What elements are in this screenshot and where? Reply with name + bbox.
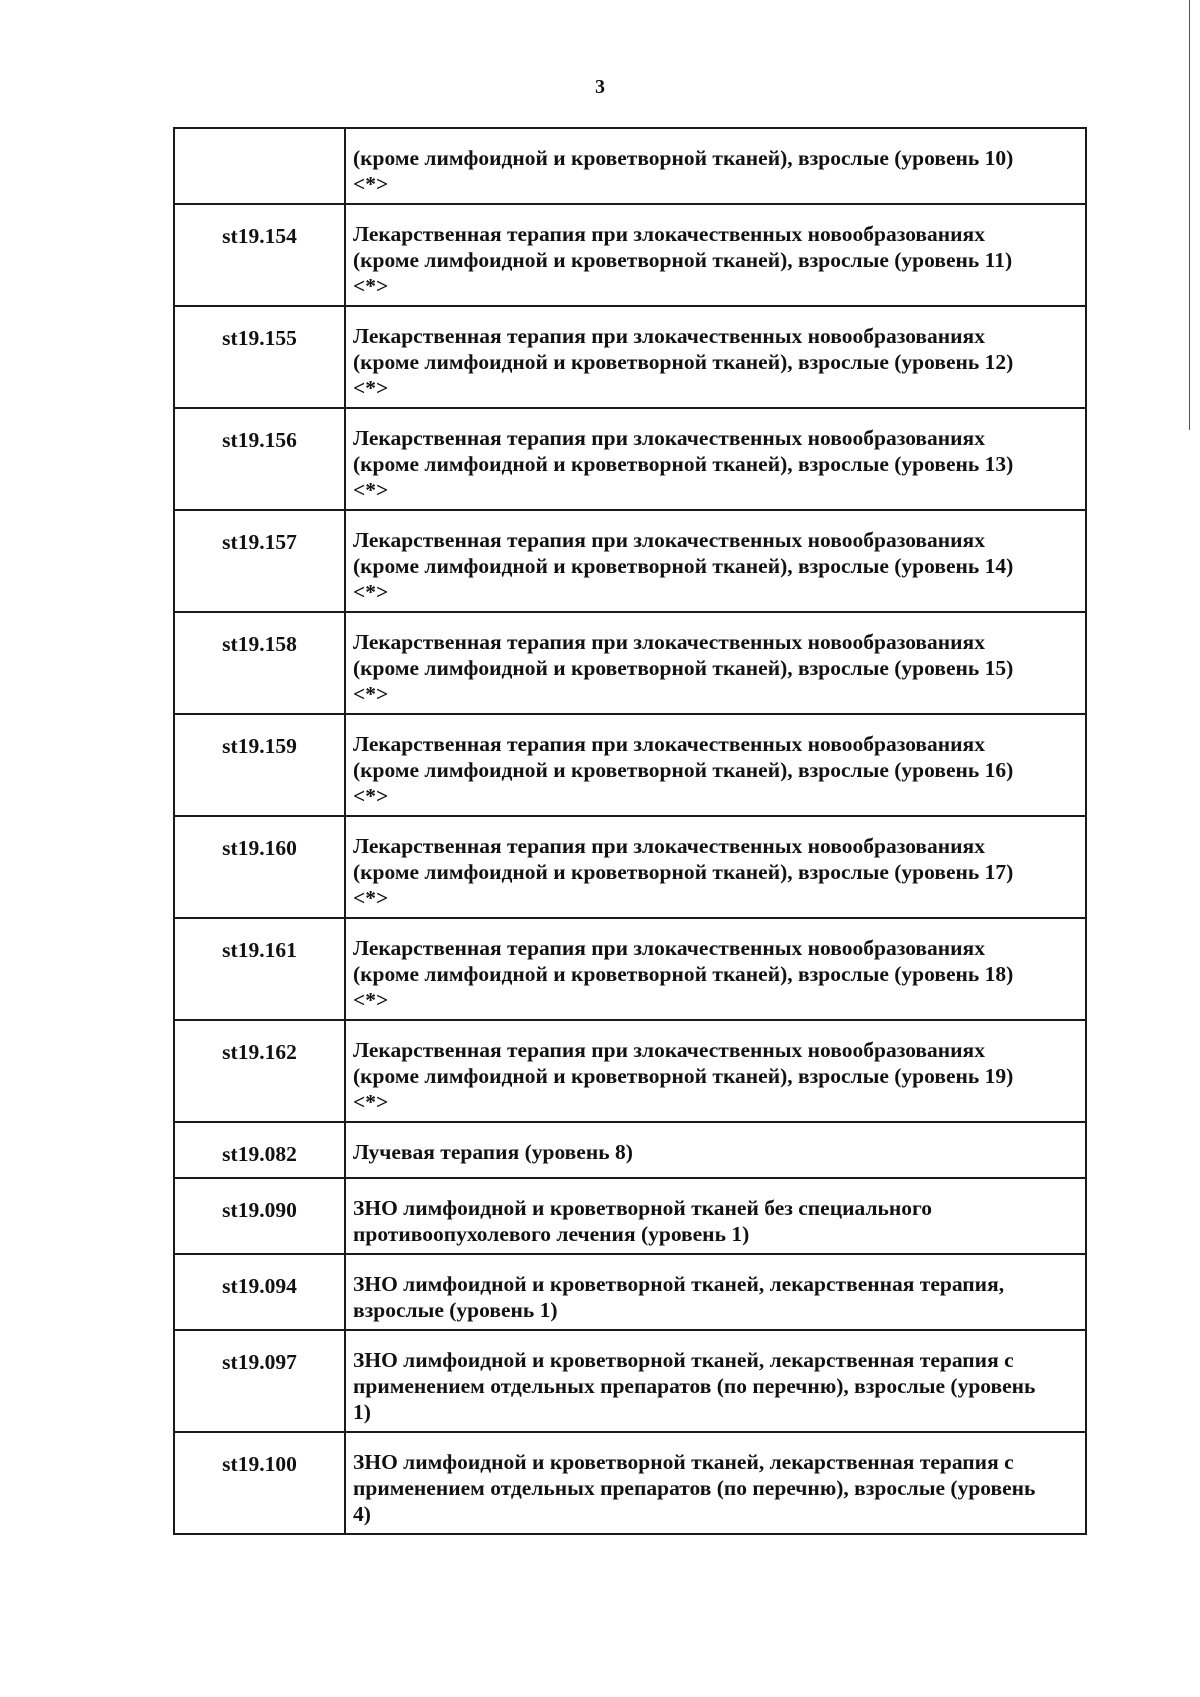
code-cell [174,128,345,204]
code-cell: st19.100 [174,1432,345,1534]
description-cell: ЗНО лимфоидной и кроветворной тканей, лекарственная терапия с применением отдельных препаратов (по перечню), взрослые (уровень 1) [345,1330,1086,1432]
code-cell: st19.161 [174,918,345,1020]
description-cell: Лекарственная терапия при злокачественных новообразованиях (кроме лимфоидной и кроветворной тканей), взрослые (уровень 18) <*> [345,918,1086,1020]
table-row [174,204,1086,306]
table-row [174,128,1086,204]
code-cell: st19.157 [174,510,345,612]
description-cell: Лекарственная терапия при злокачественных новообразованиях (кроме лимфоидной и кроветворной тканей), взрослые (уровень 19) <*> [345,1020,1086,1122]
code-cell: st19.156 [174,408,345,510]
description-cell: (кроме лимфоидной и кроветворной тканей), взрослые (уровень 10) <*> [345,128,1086,204]
description-cell: Лучевая терапия (уровень 8) [345,1122,1086,1178]
description-cell: Лекарственная терапия при злокачественных новообразованиях (кроме лимфоидной и кроветворной тканей), взрослые (уровень 12) <*> [345,306,1086,408]
page-number: 3 [595,76,605,98]
table-row [174,714,1086,816]
code-cell: st19.094 [174,1254,345,1330]
table-row [174,408,1086,510]
code-cell: st19.160 [174,816,345,918]
table-row [174,612,1086,714]
table-row [174,1432,1086,1534]
table-row [174,1178,1086,1254]
code-cell: st19.162 [174,1020,345,1122]
code-cell: st19.097 [174,1330,345,1432]
codes-table-body [174,128,1086,1534]
description-cell: Лекарственная терапия при злокачественных новообразованиях (кроме лимфоидной и кроветворной тканей), взрослые (уровень 14) <*> [345,510,1086,612]
code-cell: st19.090 [174,1178,345,1254]
codes-table [173,127,1087,1535]
code-cell: st19.155 [174,306,345,408]
description-cell: Лекарственная терапия при злокачественных новообразованиях (кроме лимфоидной и кроветворной тканей), взрослые (уровень 11) <*> [345,204,1086,306]
code-cell: st19.082 [174,1122,345,1178]
description-cell: Лекарственная терапия при злокачественных новообразованиях (кроме лимфоидной и кроветворной тканей), взрослые (уровень 17) <*> [345,816,1086,918]
code-cell: st19.159 [174,714,345,816]
description-cell: ЗНО лимфоидной и кроветворной тканей, лекарственная терапия с применением отдельных препаратов (по перечню), взрослые (уровень 4) [345,1432,1086,1534]
description-cell: Лекарственная терапия при злокачественных новообразованиях (кроме лимфоидной и кроветворной тканей), взрослые (уровень 16) <*> [345,714,1086,816]
table-row [174,1330,1086,1432]
table-row [174,918,1086,1020]
description-cell: Лекарственная терапия при злокачественных новообразованиях (кроме лимфоидной и кроветворной тканей), взрослые (уровень 15) <*> [345,612,1086,714]
table-row [174,306,1086,408]
table-row [174,1254,1086,1330]
table-row [174,1020,1086,1122]
table-row [174,1122,1086,1178]
description-cell: ЗНО лимфоидной и кроветворной тканей, лекарственная терапия, взрослые (уровень 1) [345,1254,1086,1330]
table-row [174,816,1086,918]
description-cell: Лекарственная терапия при злокачественных новообразованиях (кроме лимфоидной и кроветворной тканей), взрослые (уровень 13) <*> [345,408,1086,510]
description-cell: ЗНО лимфоидной и кроветворной тканей без специального противоопухолевого лечения (уровень 1) [345,1178,1086,1254]
scan-edge-line [1189,0,1190,430]
code-cell: st19.158 [174,612,345,714]
table-row [174,510,1086,612]
code-cell: st19.154 [174,204,345,306]
